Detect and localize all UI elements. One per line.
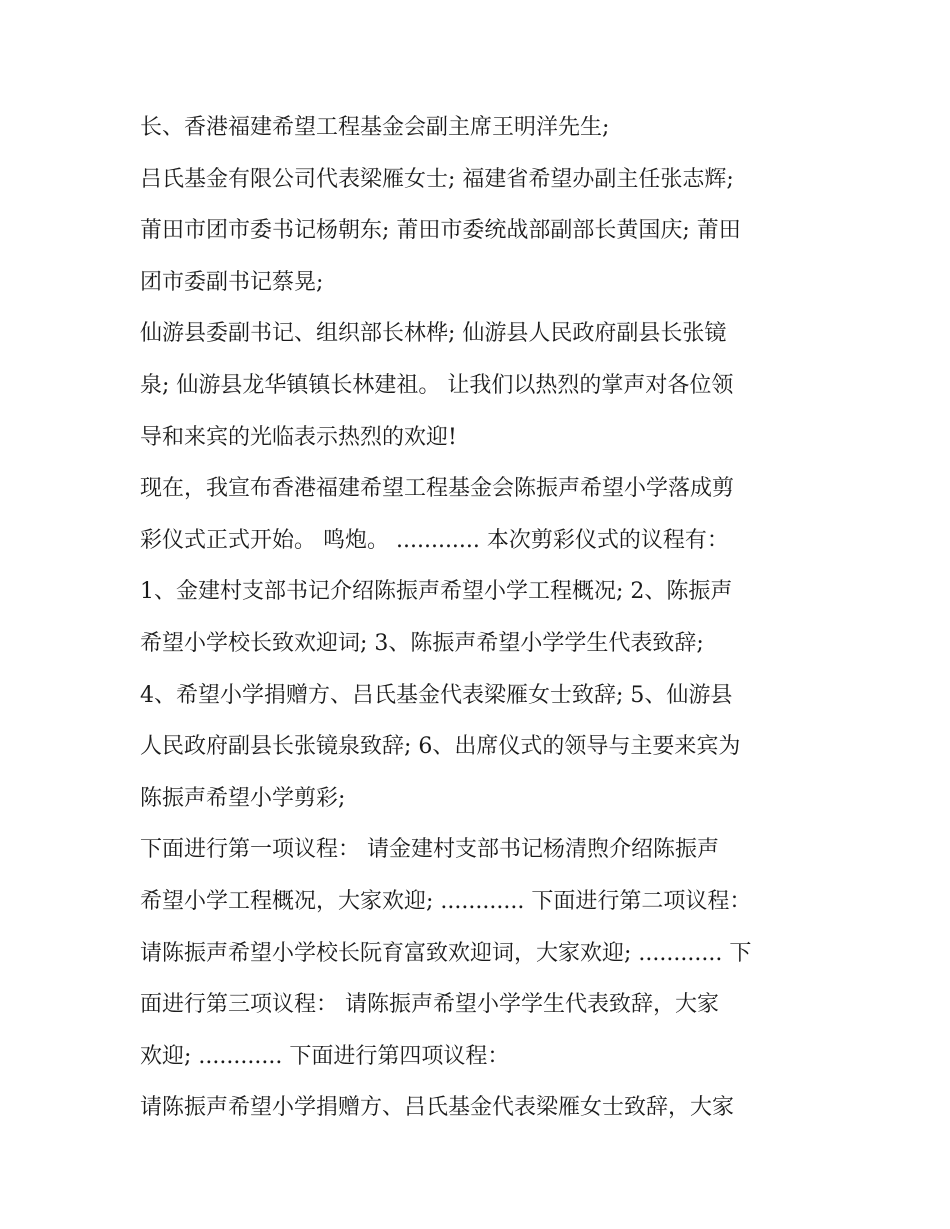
text-line: 人民政府副县长张镜泉致辞; 6、出席仪式的领导与主要来宾为 (140, 734, 741, 760)
text-line: 希望小学工程概况，大家欢迎; ............ 下面进行第二项议程： (140, 888, 752, 914)
text-line: 团市委副书记蔡晃; (140, 269, 324, 295)
text-line: 导和来宾的光临表示热烈的欢迎! (140, 424, 457, 450)
text-line: 希望小学校长致欢迎词; 3、陈振声希望小学学生代表致辞; (140, 630, 704, 656)
text-line: 仙游县委副书记、组织部长林桦; 仙游县人民政府副县长张镜 (140, 321, 727, 347)
text-line: 泉; 仙游县龙华镇镇长林建祖。 让我们以热烈的掌声对各位领 (140, 372, 734, 398)
text-line: 欢迎; ............ 下面进行第四项议程： (140, 1043, 510, 1069)
text-line: 下面进行第一项议程： 请金建村支部书记杨清煦介绍陈振声 (140, 837, 719, 863)
text-line: 吕氏基金有限公司代表梁雁女士; 福建省希望办副主任张志辉; (140, 166, 734, 192)
text-line: 莆田市团市委书记杨朝东; 莆田市委统战部副部长黄国庆; 莆田 (140, 218, 741, 244)
text-line: 请陈振声希望小学校长阮育富致欢迎词，大家欢迎; ............ 下 (140, 940, 752, 966)
text-line: 陈振声希望小学剪彩; (140, 785, 346, 811)
document-body (140, 108, 830, 1140)
text-line: 请陈振声希望小学捐赠方、吕氏基金代表梁雁女士致辞，大家 (140, 1095, 735, 1121)
text-line: 现在，我宣布香港福建希望工程基金会陈振声希望小学落成剪 (140, 476, 735, 502)
text-line: 4、希望小学捐赠方、吕氏基金代表梁雁女士致辞; 5、仙游县 (140, 682, 733, 708)
text-line: 彩仪式正式开始。 鸣炮。 ............ 本次剪彩仪式的议程有： (140, 527, 729, 553)
text-line: 1、金建村支部书记介绍陈振声希望小学工程概况; 2、陈振声 (140, 579, 733, 605)
text-line: 面进行第三项议程： 请陈振声希望小学学生代表致辞，大家 (140, 992, 719, 1018)
text-line: 长、香港福建希望工程基金会副主席王明洋先生; (140, 115, 610, 140)
